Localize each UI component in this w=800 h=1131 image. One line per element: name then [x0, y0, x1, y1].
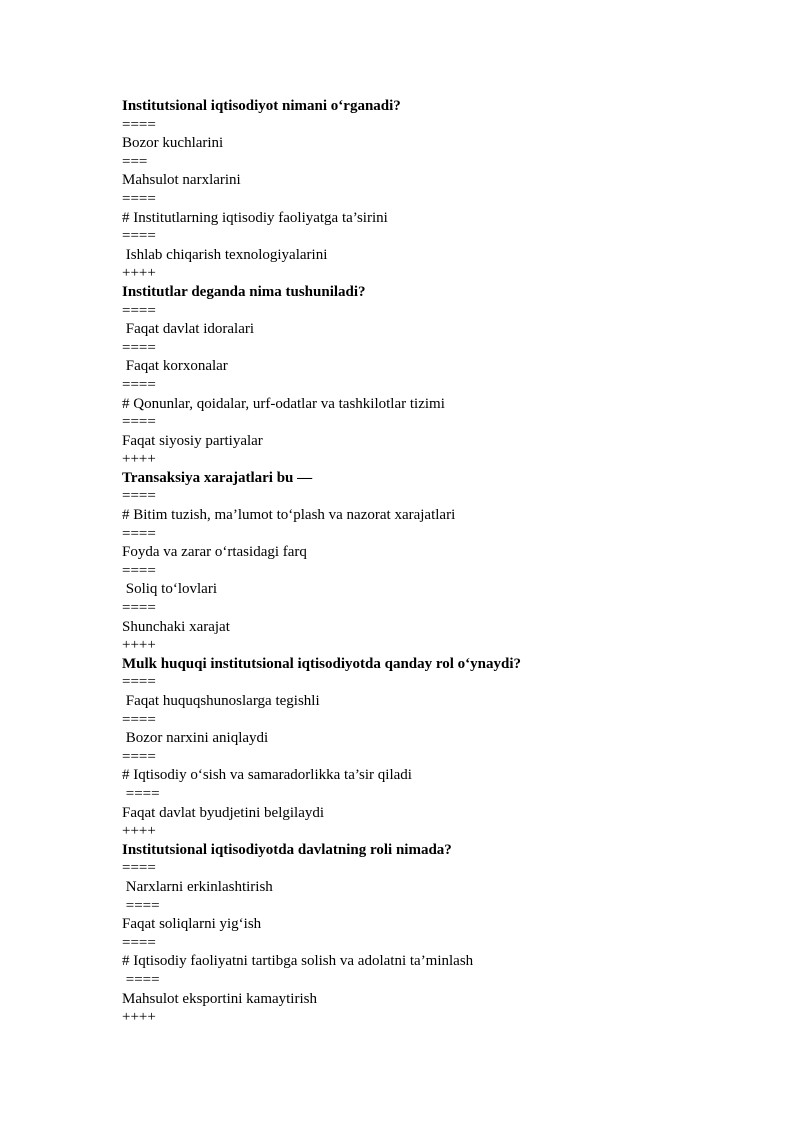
separator-line: ==== — [122, 525, 156, 542]
separator-line: ==== — [122, 748, 156, 765]
question-text: Mulk huquqi institutsional iqtisodiyotda qanday rol o‘ynaydi? — [122, 655, 522, 672]
question-end-marker: ++++ — [122, 823, 156, 840]
correct-answer-option: # Institutlarning iqtisodiy faoliyatga ta’sirini — [122, 209, 388, 226]
answer-option: Ishlab chiqarish texnologiyalarini — [122, 246, 328, 263]
question-text: Institutsional iqtisodiyotda davlatning roli nimada? — [122, 841, 452, 858]
answer-option: Bozor kuchlarini — [122, 135, 224, 152]
separator-line: ==== — [122, 488, 156, 505]
question-end-marker: ++++ — [122, 1009, 156, 1026]
answer-option: Bozor narxini aniqlaydi — [122, 730, 269, 747]
correct-answer-option: # Iqtisodiy o‘sish va samaradorlikka ta’sir qiladi — [122, 767, 412, 784]
answer-option: Faqat davlat idoralari — [122, 321, 255, 338]
answer-option: Foyda va zarar o‘rtasidagi farq — [122, 544, 307, 561]
answer-option: Faqat huquqshunoslarga tegishli — [122, 693, 320, 709]
separator-line: ==== — [122, 600, 156, 617]
correct-answer-option: # Bitim tuzish, ma’lumot to‘plash va nazorat xarajatlari — [122, 507, 456, 524]
question-text: Institutlar deganda nima tushuniladi? — [122, 283, 366, 300]
question-text: Transaksiya xarajatlari bu — — [122, 469, 313, 486]
answer-option: Soliq to‘lovlari — [122, 581, 217, 598]
question-end-marker: ++++ — [122, 637, 156, 654]
question-end-marker: ++++ — [122, 265, 156, 282]
answer-option: Faqat siyosiy partiyalar — [122, 432, 263, 449]
separator-line: ==== — [122, 971, 160, 988]
answer-option: Faqat davlat byudjetini belgilaydi — [122, 804, 325, 821]
separator-line: ==== — [122, 190, 156, 207]
separator-line: ==== — [122, 860, 156, 877]
separator-line: ==== — [122, 414, 156, 431]
correct-answer-option: # Iqtisodiy faoliyatni tartibga solish va adolatni ta’minlash — [122, 953, 474, 970]
separator-line: ==== — [122, 116, 156, 133]
separator-line: ==== — [122, 228, 156, 245]
separator-line: ==== — [122, 562, 156, 579]
answer-option: Mahsulot eksportini kamaytirish — [122, 990, 317, 1007]
answer-option: Shunchaki xarajat — [122, 618, 230, 635]
separator-line: ==== — [122, 376, 156, 393]
separator-line: ==== — [122, 339, 156, 356]
answer-option: Faqat soliqlarni yig‘ish — [122, 916, 262, 933]
separator-line: === — [122, 153, 148, 170]
document-page — [122, 97, 722, 1027]
separator-line: ==== — [122, 785, 160, 802]
question-end-marker: ++++ — [122, 451, 156, 468]
answer-option: Narxlarni erkinlashtirish — [122, 878, 273, 895]
separator-line: ==== — [122, 674, 156, 691]
separator-line: ==== — [122, 711, 156, 728]
answer-option: Faqat korxonalar — [122, 358, 228, 375]
question-text: Institutsional iqtisodiyot nimani o‘rganadi? — [122, 98, 401, 114]
separator-line: ==== — [122, 934, 156, 951]
separator-line: ==== — [122, 897, 160, 914]
answer-option: Mahsulot narxlarini — [122, 172, 241, 189]
separator-line: ==== — [122, 302, 156, 319]
correct-answer-option: # Qonunlar, qoidalar, urf-odatlar va tashkilotlar tizimi — [122, 395, 445, 412]
